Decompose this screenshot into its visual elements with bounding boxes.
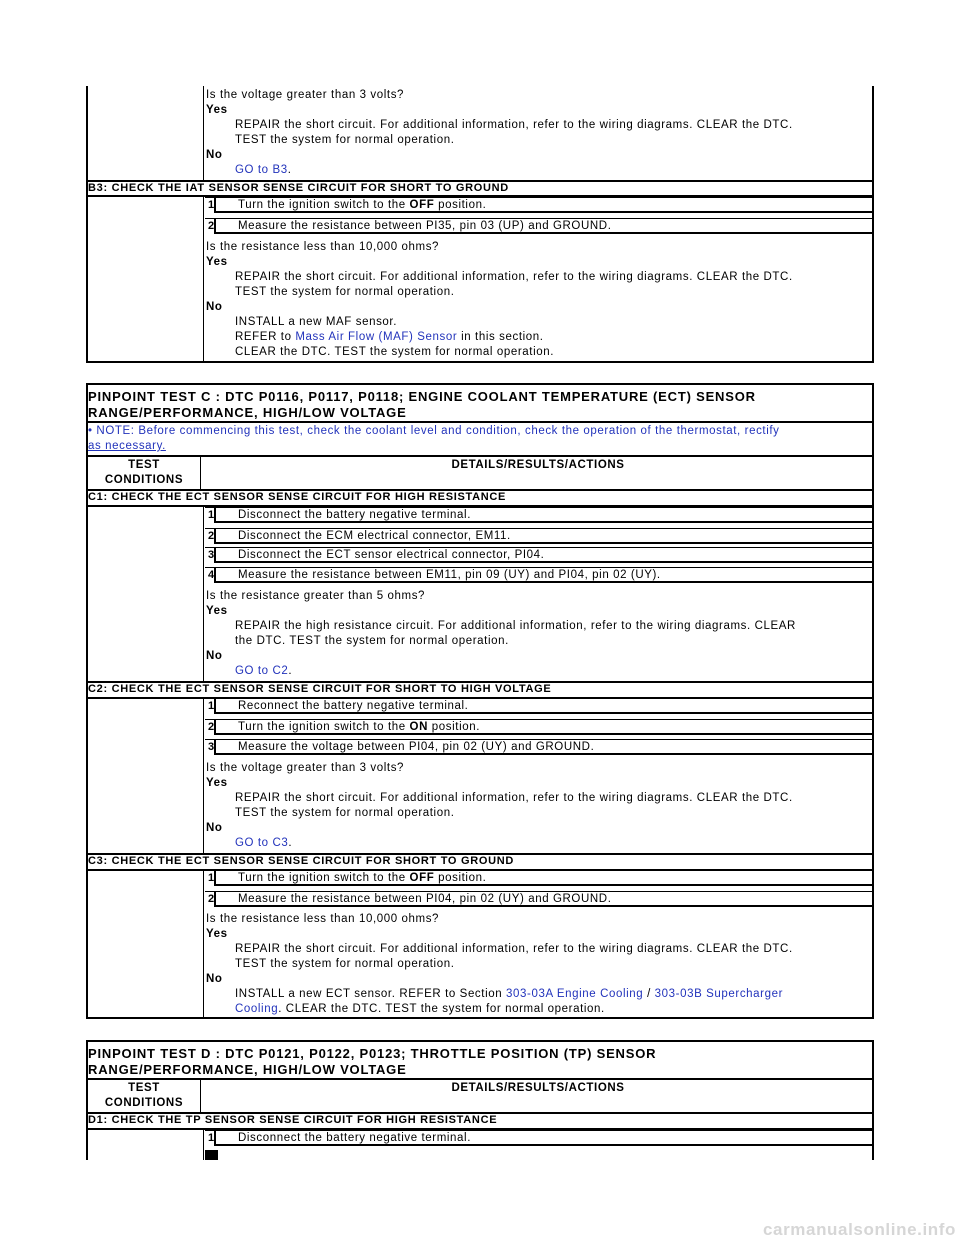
col-test-conditions-1: TEST: [128, 459, 160, 471]
c3-no-label: No: [206, 973, 223, 985]
b3-yes-text-1: REPAIR the short circuit. For additional information, refer to the wiring diagrams. CLEAR the DTC.: [235, 271, 793, 283]
b2-question: Is the voltage greater than 3 volts?: [206, 89, 405, 101]
engine-cooling-link[interactable]: 303-03A Engine Cooling: [506, 988, 644, 1000]
step-number: 1: [205, 198, 216, 213]
maf-sensor-link[interactable]: Mass Air Flow (MAF) Sensor: [295, 331, 458, 343]
c3-title: C3: CHECK THE ECT SENSOR SENSE CIRCUIT FOR SHORT TO GROUND: [88, 855, 515, 867]
c1-title: C1: CHECK THE ECT SENSOR SENSE CIRCUIT FOR HIGH RESISTANCE: [88, 491, 507, 503]
col-details-actions: DETAILS/RESULTS/ACTIONS: [451, 459, 625, 471]
c2-yes-text-1: REPAIR the short circuit. For additional information, refer to the wiring diagrams. CLEAR the DTC.: [235, 792, 793, 804]
test-c-note-2: as necessary.: [88, 440, 166, 452]
b2-no-line: GO to B3.: [235, 164, 292, 176]
col-test-conditions-2: CONDITIONS: [104, 474, 184, 486]
b3-step-2: 2 Measure the resistance between PI35, pin 03 (UP) and GROUND.: [205, 218, 874, 234]
test-d-title-2: RANGE/PERFORMANCE, HIGH/LOW VOLTAGE: [88, 1062, 407, 1077]
c1-yes-label: Yes: [206, 605, 228, 617]
b2-no-label: No: [206, 149, 223, 161]
c2-no-line: GO to C3.: [235, 837, 293, 849]
c2-title: C2: CHECK THE ECT SENSOR SENSE CIRCUIT FOR SHORT TO HIGH VOLTAGE: [88, 683, 552, 695]
c2-yes-label: Yes: [206, 777, 228, 789]
b3-no-text-3: CLEAR the DTC. TEST the system for normal operation.: [235, 346, 555, 358]
supercharger-cooling-link-cont[interactable]: Cooling: [235, 1003, 279, 1015]
c2-step-1: 1 Reconnect the battery negative terminal.: [205, 698, 874, 714]
c3-yes-text-2: TEST the system for normal operation.: [235, 958, 455, 970]
go-to-c2-link[interactable]: GO to C2: [235, 665, 289, 677]
b3-no-label: No: [206, 301, 223, 313]
c1-no-label: No: [206, 650, 223, 662]
col-test-conditions-1: TEST: [128, 1082, 160, 1094]
col-details-actions: DETAILS/RESULTS/ACTIONS: [451, 1082, 625, 1094]
c2-yes-text-2: TEST the system for normal operation.: [235, 807, 455, 819]
c1-no-line: GO to C2.: [235, 665, 293, 677]
d1-title: D1: CHECK THE TP SENSOR SENSE CIRCUIT FOR HIGH RESISTANCE: [88, 1114, 498, 1126]
c3-no-line-1: INSTALL a new ECT sensor. REFER to Section 303-03A Engine Cooling / 303-03B Supercharger: [235, 988, 784, 1000]
b2-yes-text-1: REPAIR the short circuit. For additional information, refer to the wiring diagrams. CLEAR the DTC.: [235, 119, 793, 131]
c2-step-2: 2 Turn the ignition switch to the ON position.: [205, 719, 874, 735]
b3-no-refer: REFER to Mass Air Flow (MAF) Sensor in this section.: [235, 331, 544, 343]
supercharger-cooling-link[interactable]: 303-03B Supercharger: [654, 988, 784, 1000]
test-c-note-1: • NOTE: Before commencing this test, check the coolant level and condition, check the operation of the thermostat, rectify: [88, 425, 780, 437]
c2-no-label: No: [206, 822, 223, 834]
b3-title: B3: CHECK THE IAT SENSOR SENSE CIRCUIT FOR SHORT TO GROUND: [88, 182, 509, 194]
b2-yes-text-2: TEST the system for normal operation.: [235, 134, 455, 146]
go-to-b3-link[interactable]: GO to B3: [235, 164, 288, 176]
c2-question: Is the voltage greater than 3 volts?: [206, 762, 405, 774]
c1-step-3: 3 Disconnect the ECT sensor electrical connector, PI04.: [205, 547, 874, 563]
c3-step-2: 2 Measure the resistance between PI04, pin 02 (UY) and GROUND.: [205, 891, 874, 907]
col-test-conditions-2: CONDITIONS: [104, 1097, 184, 1109]
test-d-title-1: PINPOINT TEST D : DTC P0121, P0122, P0123; THROTTLE POSITION (TP) SENSOR: [88, 1046, 657, 1061]
c3-yes-text-1: REPAIR the short circuit. For additional information, refer to the wiring diagrams. CLEAR the DTC.: [235, 943, 793, 955]
step-number: 2: [205, 219, 216, 234]
c2-step-3: 3 Measure the voltage between PI04, pin 02 (UY) and GROUND.: [205, 739, 874, 755]
c3-step-1: 1 Turn the ignition switch to the OFF position.: [205, 870, 874, 886]
watermark: carmanualsonline.info: [762, 1220, 956, 1239]
go-to-c3-link[interactable]: GO to C3: [235, 837, 289, 849]
d1-step-1: 1 Disconnect the battery negative terminal.: [205, 1130, 874, 1146]
c3-yes-label: Yes: [206, 928, 228, 940]
b2-yes-label: Yes: [206, 104, 228, 116]
c1-question: Is the resistance greater than 5 ohms?: [206, 590, 426, 602]
c1-step-2: 2 Disconnect the ECM electrical connector, EM11.: [205, 528, 874, 544]
c3-question: Is the resistance less than 10,000 ohms?: [206, 913, 440, 925]
b3-no-text-1: INSTALL a new MAF sensor.: [235, 316, 398, 328]
test-c-title-2: RANGE/PERFORMANCE, HIGH/LOW VOLTAGE: [88, 405, 407, 420]
c1-yes-text-2: the DTC. TEST the system for normal operation.: [235, 635, 509, 647]
c1-step-4: 4 Measure the resistance between EM11, pin 09 (UY) and PI04, pin 02 (UY).: [205, 567, 874, 583]
test-c-title-1: PINPOINT TEST C : DTC P0116, P0117, P0118; ENGINE COOLANT TEMPERATURE (ECT) SENSOR: [88, 389, 756, 404]
b3-step-1: 1 Turn the ignition switch to the OFF position.: [205, 197, 874, 213]
b3-yes-label: Yes: [206, 256, 228, 268]
c1-step-1: 1 Disconnect the battery negative terminal.: [205, 507, 874, 523]
b3-yes-text-2: TEST the system for normal operation.: [235, 286, 455, 298]
b3-question: Is the resistance less than 10,000 ohms?: [206, 241, 440, 253]
c1-yes-text-1: REPAIR the high resistance circuit. For additional information, refer to the wiring diagrams. CLEAR: [235, 620, 796, 632]
c3-no-line-2: Cooling. CLEAR the DTC. TEST the system for normal operation.: [235, 1003, 605, 1015]
